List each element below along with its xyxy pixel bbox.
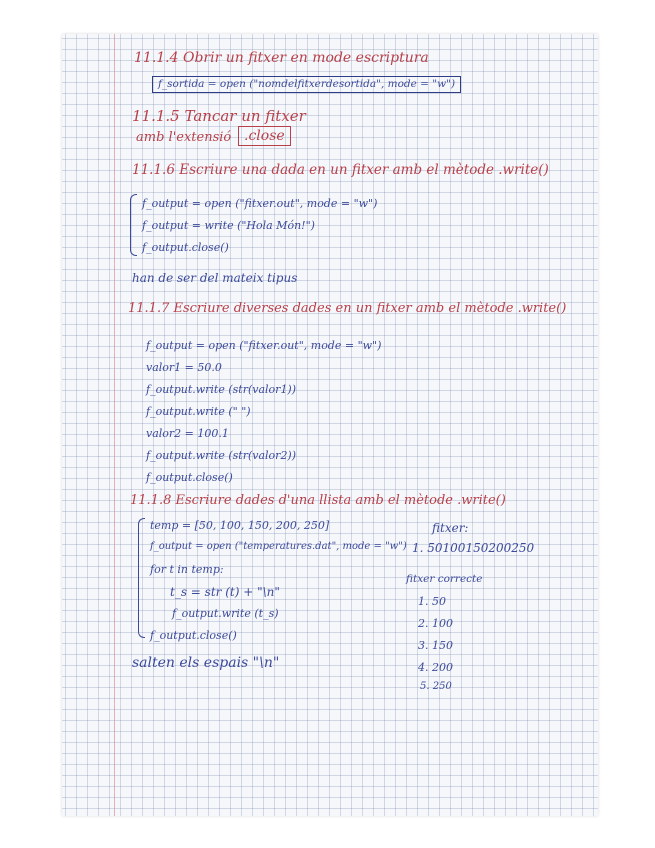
side-list-item: 5. 250 [420,681,452,692]
code-line: f_output = write ("Hola Món!") [142,219,315,232]
code-line: for t in temp: [150,563,224,576]
side-label-correct: fitxer correcte [406,573,483,585]
code-line: f_output.close() [150,629,237,642]
side-list-item: 2. 100 [418,617,453,630]
code-line: f_output.close() [146,471,233,484]
code-line: f_output.write (t_s) [172,607,279,620]
code-line: f_output = open ("temperatures.dat", mode = "w") [150,541,407,552]
margin-line [114,34,115,816]
code-line: f_output = open ("fitxer.out", mode = "w") [146,339,382,352]
side-list-item: 3. 150 [418,639,453,652]
code-line: f_output.close() [142,241,229,254]
heading-write-multiple: 11.1.7 Escriure diverses dades en un fitxer amb el mètode .write() [128,301,567,316]
code-line: valor2 = 100.1 [146,427,229,440]
code-line: t_s = str (t) + "\n" [170,585,280,599]
side-list-item: 1. 50 [418,595,446,608]
code-line: f_output.write (str(valor2)) [146,449,297,462]
note-newlines: salten els espais "\n" [132,655,280,671]
code-line: valor1 = 50.0 [146,361,222,374]
code-brace [138,518,145,638]
side-list-item: 4. 200 [418,661,453,674]
heading-close-file: 11.1.5 Tancar un fitxer [132,107,306,125]
heading-open-write-mode: 11.1.4 Obrir un fitxer en mode escriptura [134,50,429,66]
note-same-type: han de ser del mateix tipus [132,271,298,285]
side-value-file: 1. 50100150200250 [412,541,535,555]
code-line: f_output = open ("fitxer.out", mode = "w") [142,197,378,210]
code-brace [130,194,137,256]
code-line: f_output.write (str(valor1)) [146,383,297,396]
notebook-page [62,34,598,816]
close-method-box: .close [238,126,291,146]
heading-write-list: 11.1.8 Escriure dades d'una llista amb el mètode .write() [130,493,506,508]
side-label-file: fitxer: [432,521,469,535]
code-line: f_output.write (" ") [146,405,251,418]
code-open-sortida: f_sortida = open ("nomdelfitxerdesortida", mode = "w") [152,76,461,93]
code-line: temp = [50, 100, 150, 200, 250] [150,519,330,532]
heading-close-extension: amb l'extensió [136,130,232,145]
heading-write-one: 11.1.6 Escriure una dada en un fitxer amb el mètode .write() [132,162,549,178]
